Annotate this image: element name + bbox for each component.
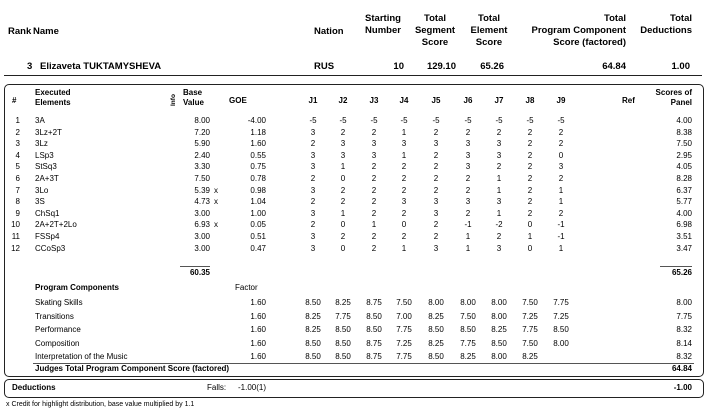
element-panel-score: 8.38 <box>676 127 692 137</box>
element-number: 10 <box>11 220 20 230</box>
element-base-value: 3.00 <box>194 208 210 218</box>
judge-mark: 2 <box>340 127 346 137</box>
component-judge-mark: 8.00 <box>491 298 507 307</box>
judge-mark: 2 <box>433 174 439 183</box>
component-factor: 1.60 <box>250 325 266 334</box>
judge-mark: 0 <box>340 243 346 253</box>
component-factor: 1.60 <box>250 352 266 361</box>
judge-mark: 1 <box>527 232 533 241</box>
component-judge-mark: 8.25 <box>305 325 321 334</box>
element-goe: 0.51 <box>250 232 266 241</box>
component-judge-mark: 8.25 <box>491 325 507 334</box>
rank-header: Rank <box>8 26 32 37</box>
component-judge-mark: 8.50 <box>305 352 321 361</box>
judge-mark: 1 <box>340 208 346 218</box>
judge-mark: 2 <box>310 139 316 149</box>
judge-mark: 2 <box>371 208 377 218</box>
judge-mark: 3 <box>433 208 439 218</box>
judge-header: J5 <box>431 96 441 105</box>
component-name: Composition <box>35 338 80 348</box>
bonus-mark: x <box>214 185 218 195</box>
judge-mark: 2 <box>527 127 533 137</box>
judge-mark: 2 <box>527 185 533 195</box>
element-goe: 0.75 <box>250 162 266 172</box>
component-judge-mark: 7.75 <box>396 325 412 334</box>
component-score: 8.32 <box>676 325 692 334</box>
judge-mark: 2 <box>527 197 533 207</box>
judge-header: J3 <box>369 96 379 105</box>
component-judge-mark: 7.75 <box>460 338 476 348</box>
judge-mark: 3 <box>310 185 316 195</box>
judge-mark: 2 <box>310 174 316 183</box>
executed-elements-header: Executed Elements <box>35 88 71 107</box>
judge-mark: 2 <box>371 162 377 172</box>
base-total-line <box>180 266 210 267</box>
component-judge-mark: 8.50 <box>491 338 507 348</box>
judge-mark: -5 <box>557 116 565 125</box>
judge-mark: 3 <box>465 197 471 207</box>
info-header: Info <box>170 94 177 106</box>
judge-mark: 3 <box>496 243 502 253</box>
starting-number-header: Starting Number <box>365 13 401 36</box>
deductions-header: Total Deductions <box>640 13 692 36</box>
component-judge-mark: 8.25 <box>428 311 444 321</box>
judge-mark: 3 <box>371 150 377 160</box>
deductions-box <box>4 379 704 398</box>
element-goe: 1.00 <box>250 208 266 218</box>
judge-mark: 2 <box>527 208 533 218</box>
component-judge-mark: 8.75 <box>366 338 382 348</box>
judge-mark: -1 <box>464 220 472 230</box>
judge-mark: 3 <box>496 197 502 207</box>
component-judge-mark: 7.00 <box>396 311 412 321</box>
judge-mark: 0 <box>340 174 346 183</box>
judge-mark: 1 <box>401 127 407 137</box>
judge-mark: 3 <box>371 139 377 149</box>
component-judge-mark: 8.00 <box>491 311 507 321</box>
judge-header: J1 <box>308 96 318 105</box>
component-judge-mark: 7.75 <box>396 352 412 361</box>
component-judge-mark: 8.00 <box>553 338 569 348</box>
judge-mark: 3 <box>310 150 316 160</box>
elements-score-total: 65.26 <box>671 268 692 277</box>
element-base-value: 7.20 <box>194 127 210 137</box>
component-name: Transitions <box>35 311 74 321</box>
component-judge-mark: 8.50 <box>428 325 444 334</box>
scores-of-panel-header: Scores of Panel <box>655 88 692 107</box>
judge-mark: 2 <box>371 243 377 253</box>
judge-mark: 2 <box>371 185 377 195</box>
nation-value: RUS <box>314 61 335 72</box>
judges-total-label: Judges Total Program Component Score (factored) <box>35 364 230 373</box>
judge-mark: 2 <box>310 220 316 230</box>
component-judge-mark: 7.50 <box>522 338 538 348</box>
component-judge-mark: 7.25 <box>553 311 569 321</box>
judge-mark: 2 <box>496 232 502 241</box>
judge-mark: 3 <box>465 139 471 149</box>
component-judge-mark: 8.50 <box>305 298 321 307</box>
table-row <box>8 185 694 197</box>
element-base-value: 2.40 <box>194 150 210 160</box>
judge-mark: -1 <box>557 220 565 230</box>
judge-mark: -1 <box>557 232 565 241</box>
base-value-total: 60.35 <box>189 268 210 277</box>
element-base-value: 6.93 <box>194 220 210 230</box>
bonus-mark: x <box>214 197 218 207</box>
judge-mark: 3 <box>310 127 316 137</box>
judge-mark: 3 <box>433 197 439 207</box>
component-factor: 1.60 <box>250 338 266 348</box>
judge-mark: 2 <box>496 127 502 137</box>
element-code: 2A+2T+2Lo <box>35 220 77 230</box>
component-judge-mark: 8.50 <box>335 325 351 334</box>
element-code: ChSq1 <box>35 208 60 218</box>
judge-mark: 2 <box>433 220 439 230</box>
judge-mark: 0 <box>527 220 533 230</box>
element-code: LSp3 <box>35 150 54 160</box>
judge-mark: 2 <box>433 162 439 172</box>
element-code: 3Lz+2T <box>35 127 62 137</box>
judge-mark: 2 <box>465 127 471 137</box>
judge-mark: 2 <box>371 232 377 241</box>
element-base-value: 3.00 <box>194 243 210 253</box>
num-header: # <box>12 96 17 105</box>
judge-mark: 1 <box>371 220 377 230</box>
judge-mark: 1 <box>401 150 407 160</box>
component-judge-mark: 8.50 <box>335 352 351 361</box>
tss-value: 129.10 <box>426 61 456 72</box>
element-code: 3Lz <box>35 139 48 149</box>
element-panel-score: 8.28 <box>676 174 692 183</box>
judge-mark: 0 <box>527 243 533 253</box>
component-judge-mark: 7.50 <box>396 298 412 307</box>
element-number: 7 <box>15 185 20 195</box>
element-number: 4 <box>15 150 20 160</box>
component-score: 8.00 <box>676 298 692 307</box>
element-goe: 0.47 <box>250 243 266 253</box>
judge-mark: 2 <box>371 127 377 137</box>
element-number: 6 <box>15 174 20 183</box>
component-score: 7.75 <box>676 311 692 321</box>
judge-mark: 2 <box>433 232 439 241</box>
judge-header: J4 <box>399 96 409 105</box>
element-goe: 0.98 <box>250 185 266 195</box>
tss-header: Total Segment Score <box>414 13 456 48</box>
judge-mark: 3 <box>465 162 471 172</box>
element-number: 5 <box>15 162 20 172</box>
component-name: Skating Skills <box>35 298 83 307</box>
judge-mark: 0 <box>401 220 407 230</box>
element-number: 2 <box>15 127 20 137</box>
judge-mark: 1 <box>558 185 564 195</box>
tes-value: 65.26 <box>480 61 504 72</box>
falls-value: -1.00(1) <box>238 383 267 392</box>
judge-mark: 3 <box>310 232 316 241</box>
component-judge-mark: 8.50 <box>428 352 444 361</box>
tes-header: Total Element Score <box>470 13 508 48</box>
judge-mark: 1 <box>496 185 502 195</box>
judge-mark: 1 <box>496 174 502 183</box>
starting-number-value: 10 <box>393 61 404 72</box>
element-number: 3 <box>15 139 20 149</box>
component-judge-mark: 7.25 <box>396 338 412 348</box>
judge-mark: 2 <box>558 139 564 149</box>
component-judge-mark: 8.00 <box>491 352 507 361</box>
judge-mark: -5 <box>400 116 408 125</box>
component-score: 8.14 <box>676 338 692 348</box>
component-row <box>8 297 694 309</box>
element-panel-score: 3.47 <box>676 243 692 253</box>
judge-mark: 0 <box>558 150 564 160</box>
judge-mark: 3 <box>465 150 471 160</box>
judge-mark: 1 <box>465 232 471 241</box>
judge-mark: 1 <box>465 243 471 253</box>
summary-underline <box>4 75 702 76</box>
judge-mark: 2 <box>558 127 564 137</box>
judge-mark: 3 <box>496 139 502 149</box>
judge-mark: 1 <box>558 243 564 253</box>
element-code: 2A+3T <box>35 174 59 183</box>
judge-mark: 2 <box>527 162 533 172</box>
judge-header: J2 <box>338 96 348 105</box>
component-row <box>8 338 694 350</box>
judge-header: J8 <box>525 96 535 105</box>
element-panel-score: 5.77 <box>676 197 692 207</box>
judge-mark: 0 <box>340 220 346 230</box>
goe-header: GOE <box>229 96 247 105</box>
judge-mark: 2 <box>401 174 407 183</box>
elements-total-line <box>660 266 692 267</box>
judge-mark: -5 <box>432 116 440 125</box>
judge-mark: 2 <box>340 232 346 241</box>
element-goe: -4.00 <box>247 116 266 125</box>
judge-mark: 2 <box>401 208 407 218</box>
component-judge-mark: 8.50 <box>335 338 351 348</box>
component-judge-mark: 8.25 <box>460 352 476 361</box>
element-number: 8 <box>15 197 20 207</box>
judge-mark: 1 <box>401 243 407 253</box>
judge-mark: 2 <box>340 197 346 207</box>
component-judge-mark: 8.50 <box>366 311 382 321</box>
table-row <box>8 138 694 150</box>
judge-mark: 3 <box>401 197 407 207</box>
judge-mark: 2 <box>558 174 564 183</box>
judge-mark: 2 <box>310 197 316 207</box>
element-panel-score: 6.98 <box>676 220 692 230</box>
component-factor: 1.60 <box>250 298 266 307</box>
judge-mark: 2 <box>340 185 346 195</box>
base-value-header: Base Value <box>183 88 204 107</box>
pcs-value: 64.84 <box>602 61 626 72</box>
deductions-label: Deductions <box>12 383 56 392</box>
judge-mark: 2 <box>433 127 439 137</box>
element-code: 3A <box>35 116 45 125</box>
element-code: CCoSp3 <box>35 243 66 253</box>
program-components-title: Program Components <box>35 283 120 292</box>
judge-mark: 1 <box>558 197 564 207</box>
name-header: Name <box>33 26 59 37</box>
element-number: 11 <box>11 232 20 241</box>
footnote: x Credit for highlight distribution, base value multiplied by 1.1 <box>6 401 195 408</box>
component-judge-mark: 7.25 <box>522 311 538 321</box>
element-base-value: 7.50 <box>194 174 210 183</box>
component-judge-mark: 8.25 <box>428 338 444 348</box>
table-row <box>8 127 694 139</box>
judge-mark: 2 <box>496 162 502 172</box>
judge-mark: -5 <box>309 116 317 125</box>
judge-mark: -5 <box>464 116 472 125</box>
judge-mark: 2 <box>433 185 439 195</box>
bonus-mark: x <box>214 220 218 230</box>
table-row <box>8 161 694 173</box>
element-goe: 1.04 <box>250 197 266 207</box>
judge-header: J7 <box>494 96 504 105</box>
table-row <box>8 208 694 220</box>
judge-mark: 3 <box>558 162 564 172</box>
component-judge-mark: 8.75 <box>366 298 382 307</box>
rank-value: 3 <box>27 61 33 72</box>
element-panel-score: 6.37 <box>676 185 692 195</box>
element-base-value: 3.30 <box>194 162 210 172</box>
judge-header: J9 <box>556 96 566 105</box>
judge-mark: 3 <box>340 150 346 160</box>
judge-mark: -2 <box>495 220 503 230</box>
component-judge-mark: 8.50 <box>553 325 569 334</box>
judge-mark: 2 <box>465 208 471 218</box>
skater-name: Elizaveta TUKTAMYSHEVA <box>40 61 162 72</box>
element-panel-score: 7.50 <box>676 139 692 149</box>
nation-header: Nation <box>314 26 344 37</box>
judge-mark: 2 <box>527 150 533 160</box>
element-goe: 0.55 <box>250 150 266 160</box>
component-name: Performance <box>35 325 81 334</box>
judge-mark: 2 <box>401 185 407 195</box>
element-goe: 1.18 <box>250 127 266 137</box>
component-judge-mark: 8.25 <box>335 298 351 307</box>
component-row <box>8 311 694 323</box>
judge-mark: 3 <box>310 243 316 253</box>
component-judge-mark: 8.00 <box>460 298 476 307</box>
judge-mark: 3 <box>340 139 346 149</box>
element-number: 9 <box>15 208 20 218</box>
judge-mark: 2 <box>465 185 471 195</box>
judge-mark: 3 <box>401 139 407 149</box>
pcs-header: Total Program Component Score (factored) <box>531 13 626 48</box>
component-judge-mark: 8.75 <box>366 352 382 361</box>
judge-mark: 3 <box>310 162 316 172</box>
element-panel-score: 4.00 <box>676 116 692 125</box>
component-judge-mark: 7.75 <box>522 325 538 334</box>
component-judge-mark: 8.50 <box>366 325 382 334</box>
element-code: 3S <box>35 197 45 207</box>
ref-header: Ref <box>622 96 635 105</box>
falls-label: Falls: <box>207 383 227 392</box>
element-panel-score: 2.95 <box>676 150 692 160</box>
judge-mark: 3 <box>433 139 439 149</box>
judge-mark: 2 <box>433 150 439 160</box>
judge-mark: 1 <box>340 162 346 172</box>
table-row <box>8 231 694 243</box>
component-judge-mark: 8.50 <box>305 338 321 348</box>
element-panel-score: 3.51 <box>676 232 692 241</box>
component-judge-mark: 7.75 <box>335 311 351 321</box>
factor-header: Factor <box>235 283 258 292</box>
judge-mark: 2 <box>401 232 407 241</box>
component-row <box>8 324 694 336</box>
component-name: Interpretation of the Music <box>35 352 128 361</box>
judge-mark: 1 <box>496 208 502 218</box>
element-panel-score: 4.00 <box>676 208 692 218</box>
element-code: 3Lo <box>35 185 49 195</box>
element-goe: 1.60 <box>250 139 266 149</box>
component-judge-mark: 8.50 <box>460 325 476 334</box>
element-number: 1 <box>15 116 20 125</box>
element-code: FSSp4 <box>35 232 60 241</box>
judge-mark: 2 <box>527 139 533 149</box>
element-base-value: 8.00 <box>194 116 210 125</box>
element-goe: 0.78 <box>250 174 266 183</box>
table-row <box>8 150 694 162</box>
element-code: StSq3 <box>35 162 57 172</box>
component-score: 8.32 <box>676 352 692 361</box>
component-judge-mark: 8.00 <box>428 298 444 307</box>
judge-mark: 3 <box>496 150 502 160</box>
element-base-value: 3.00 <box>194 232 210 241</box>
judge-mark: -5 <box>495 116 503 125</box>
judge-mark: 2 <box>371 174 377 183</box>
element-base-value: 4.73 <box>194 197 210 207</box>
component-judge-mark: 7.50 <box>460 311 476 321</box>
judge-mark: -5 <box>339 116 347 125</box>
table-row <box>8 219 694 231</box>
judge-mark: 2 <box>371 197 377 207</box>
judge-mark: 3 <box>310 208 316 218</box>
deductions-total: -1.00 <box>673 383 692 392</box>
element-goe: 0.05 <box>250 220 266 230</box>
judge-mark: 2 <box>401 162 407 172</box>
table-row <box>8 243 694 255</box>
component-judge-mark: 7.75 <box>553 298 569 307</box>
deductions-value: 1.00 <box>671 61 690 72</box>
component-row <box>8 351 694 363</box>
element-number: 12 <box>11 243 20 253</box>
element-base-value: 5.90 <box>194 139 210 149</box>
judge-mark: 3 <box>433 243 439 253</box>
judge-mark: -5 <box>526 116 534 125</box>
component-judge-mark: 8.25 <box>305 311 321 321</box>
judges-total-value: 64.84 <box>671 364 692 373</box>
judge-mark: 2 <box>558 208 564 218</box>
component-judge-mark: 7.50 <box>522 298 538 307</box>
judge-mark: 2 <box>527 174 533 183</box>
judge-mark: -5 <box>370 116 378 125</box>
table-row <box>8 115 694 127</box>
element-base-value: 5.39 <box>194 185 210 195</box>
component-judge-mark: 8.25 <box>522 352 538 361</box>
element-panel-score: 4.05 <box>676 162 692 172</box>
table-row <box>8 196 694 208</box>
judge-mark: 2 <box>465 174 471 183</box>
table-row <box>8 173 694 185</box>
judge-header: J6 <box>463 96 473 105</box>
component-factor: 1.60 <box>250 311 266 321</box>
